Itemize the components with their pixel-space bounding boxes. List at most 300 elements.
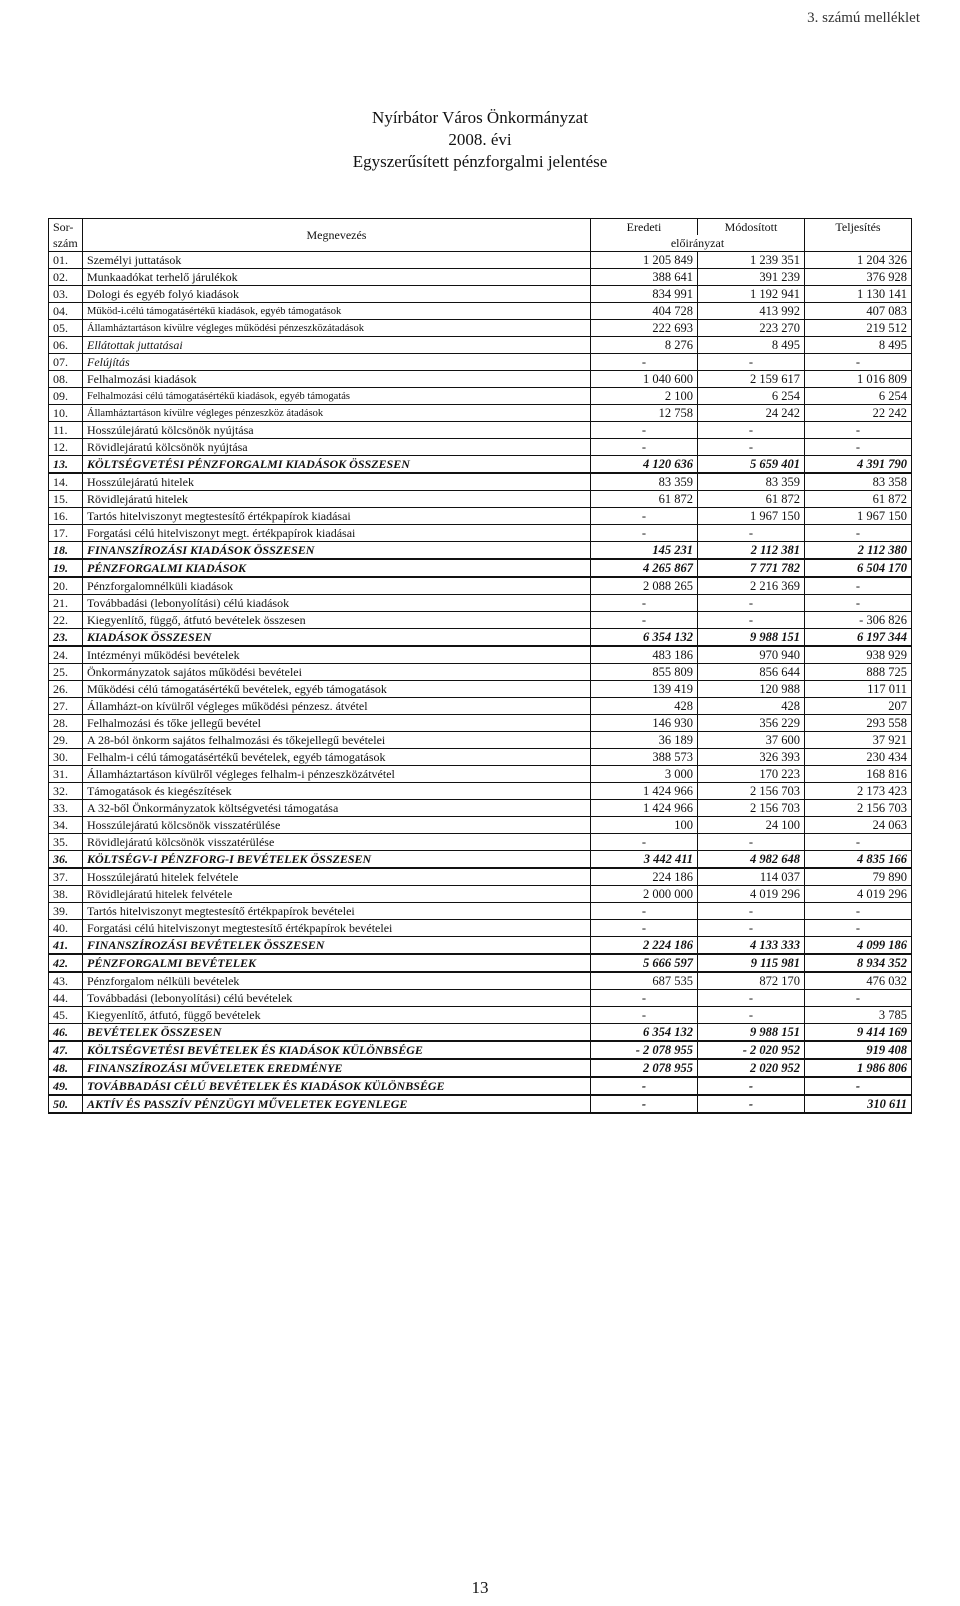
table-row: [49, 783, 912, 800]
table-row: [49, 303, 912, 320]
row-teljesites: 230 434: [805, 749, 912, 766]
row-number: 03.: [49, 286, 83, 303]
row-number: 36.: [49, 851, 83, 869]
row-modositott: 8 495: [698, 337, 805, 354]
row-name: Hosszúlejáratú kölcsönök visszatérülése: [83, 817, 591, 834]
row-eredeti: 12 758: [591, 405, 698, 422]
title-line-2: 2008. évi: [448, 130, 512, 149]
row-eredeti: 483 186: [591, 646, 698, 664]
row-teljesites: 938 929: [805, 646, 912, 664]
row-name: Államháztartáson kívülre végleges pénzeszköz átadások: [83, 405, 591, 422]
row-teljesites: 888 725: [805, 664, 912, 681]
row-teljesites: 24 063: [805, 817, 912, 834]
row-modositott: 856 644: [698, 664, 805, 681]
row-name: Működ-i.célú támogatásértékű kiadások, egyéb támogatások: [83, 303, 591, 320]
row-number: 46.: [49, 1024, 83, 1042]
table-row: [49, 286, 912, 303]
row-teljesites: 6 197 344: [805, 629, 912, 647]
row-modositott: -: [698, 903, 805, 920]
header-row-top: [49, 219, 912, 236]
row-name: PÉNZFORGALMI KIADÁSOK: [83, 559, 591, 577]
row-eredeti: 388 573: [591, 749, 698, 766]
row-number: 37.: [49, 868, 83, 886]
row-number: 16.: [49, 508, 83, 525]
row-number: 43.: [49, 972, 83, 990]
row-eredeti: -: [591, 508, 698, 525]
row-name: Pénzforgalomnélküli kiadások: [83, 577, 591, 595]
table-row: [49, 439, 912, 456]
row-name: Kiegyenlítő, függő, átfutó bevételek összesen: [83, 612, 591, 629]
row-modositott: -: [698, 525, 805, 542]
row-modositott: 1 967 150: [698, 508, 805, 525]
row-number: 09.: [49, 388, 83, 405]
row-modositott: 872 170: [698, 972, 805, 990]
page-number: 13: [471, 1578, 489, 1597]
row-eredeti: 145 231: [591, 542, 698, 560]
row-number: 33.: [49, 800, 83, 817]
row-eredeti: -: [591, 990, 698, 1007]
row-name: Dologi és egyéb folyó kiadások: [83, 286, 591, 303]
table-row: [49, 456, 912, 474]
row-number: 31.: [49, 766, 83, 783]
row-number: 45.: [49, 1007, 83, 1024]
row-eredeti: -: [591, 1077, 698, 1095]
row-teljesites: 168 816: [805, 766, 912, 783]
table-row: [49, 698, 912, 715]
row-modositott: 37 600: [698, 732, 805, 749]
row-eredeti: 2 000 000: [591, 886, 698, 903]
row-modositott: 6 254: [698, 388, 805, 405]
row-name: Intézményi működési bevételek: [83, 646, 591, 664]
row-eredeti: -: [591, 525, 698, 542]
row-eredeti: 6 354 132: [591, 629, 698, 647]
row-number: 06.: [49, 337, 83, 354]
row-number: 18.: [49, 542, 83, 560]
row-teljesites: -: [805, 422, 912, 439]
row-teljesites: 293 558: [805, 715, 912, 732]
row-number: 02.: [49, 269, 83, 286]
row-number: 10.: [49, 405, 83, 422]
row-number: 26.: [49, 681, 83, 698]
row-eredeti: 3 000: [591, 766, 698, 783]
row-eredeti: 8 276: [591, 337, 698, 354]
row-number: 38.: [49, 886, 83, 903]
row-number: 48.: [49, 1059, 83, 1077]
table-row: [49, 664, 912, 681]
row-eredeti: 687 535: [591, 972, 698, 990]
row-modositott: - 2 020 952: [698, 1041, 805, 1059]
row-name: Rövidlejáratú kölcsönök visszatérülése: [83, 834, 591, 851]
row-teljesites: 6 254: [805, 388, 912, 405]
row-modositott: -: [698, 354, 805, 371]
row-name: FINANSZÍROZÁSI BEVÉTELEK ÖSSZESEN: [83, 937, 591, 955]
table-row: [49, 595, 912, 612]
table-row: [49, 851, 912, 869]
row-name: Forgatási célú hitelviszonyt megtestesítő értékpapírok bevételei: [83, 920, 591, 937]
row-eredeti: 3 442 411: [591, 851, 698, 869]
row-teljesites: 2 173 423: [805, 783, 912, 800]
row-name: FINANSZÍROZÁSI MŰVELETEK EREDMÉNYE: [83, 1059, 591, 1077]
row-modositott: 9 115 981: [698, 954, 805, 972]
row-name: Felhalmozási célú támogatásértékű kiadások, egyéb támogatás: [83, 388, 591, 405]
row-modositott: -: [698, 920, 805, 937]
row-eredeti: 404 728: [591, 303, 698, 320]
row-teljesites: 22 242: [805, 405, 912, 422]
row-name: Továbbadási (lebonyolítási) célú kiadások: [83, 595, 591, 612]
annex-label: 3. számú melléklet: [807, 10, 920, 26]
table-row: [49, 422, 912, 439]
table-row: [49, 715, 912, 732]
row-teljesites: 2 112 380: [805, 542, 912, 560]
row-modositott: 2 216 369: [698, 577, 805, 595]
row-modositott: 7 771 782: [698, 559, 805, 577]
row-number: 42.: [49, 954, 83, 972]
row-name: Államháztartáson kívülre végleges működési pénzeszközátadások: [83, 320, 591, 337]
table-row: [49, 1095, 912, 1113]
row-eredeti: -: [591, 422, 698, 439]
table-row: [49, 886, 912, 903]
row-eredeti: -: [591, 920, 698, 937]
row-eredeti: 855 809: [591, 664, 698, 681]
row-modositott: 5 659 401: [698, 456, 805, 474]
row-name: PÉNZFORGALMI BEVÉTELEK: [83, 954, 591, 972]
row-teljesites: -: [805, 439, 912, 456]
row-eredeti: 4 265 867: [591, 559, 698, 577]
table-body: [49, 252, 912, 1114]
row-modositott: -: [698, 990, 805, 1007]
cash-flow-table: [48, 218, 912, 1114]
row-modositott: 83 359: [698, 473, 805, 491]
row-name: A 32-ből Önkormányzatok költségvetési támogatása: [83, 800, 591, 817]
row-number: 35.: [49, 834, 83, 851]
row-modositott: 1 239 351: [698, 252, 805, 269]
table-row: [49, 559, 912, 577]
row-number: 34.: [49, 817, 83, 834]
table-row: [49, 749, 912, 766]
row-number: 39.: [49, 903, 83, 920]
row-number: 14.: [49, 473, 83, 491]
row-modositott: 2 112 381: [698, 542, 805, 560]
table-row: [49, 766, 912, 783]
table-row: [49, 577, 912, 595]
row-teljesites: -: [805, 920, 912, 937]
row-eredeti: 224 186: [591, 868, 698, 886]
row-name: Felhalm-i célú támogatásértékű bevételek, egyéb támogatások: [83, 749, 591, 766]
row-number: 12.: [49, 439, 83, 456]
row-modositott: 2 020 952: [698, 1059, 805, 1077]
table-row: [49, 868, 912, 886]
row-name: TOVÁBBADÁSI CÉLÚ BEVÉTELEK ÉS KIADÁSOK KÜLÖNBSÉGE: [83, 1077, 591, 1095]
table-row: [49, 354, 912, 371]
row-number: 15.: [49, 491, 83, 508]
table-row: [49, 972, 912, 990]
row-name: Továbbadási (lebonyolítási) célú bevételek: [83, 990, 591, 1007]
row-name: Tartós hitelviszonyt megtestesítő értékpapírok bevételei: [83, 903, 591, 920]
row-modositott: 356 229: [698, 715, 805, 732]
row-modositott: 1 192 941: [698, 286, 805, 303]
row-number: 23.: [49, 629, 83, 647]
row-name: Felhalmozási és tőke jellegű bevétel: [83, 715, 591, 732]
row-number: 20.: [49, 577, 83, 595]
row-eredeti: -: [591, 1007, 698, 1024]
row-teljesites: 1 204 326: [805, 252, 912, 269]
row-modositott: 326 393: [698, 749, 805, 766]
row-number: 27.: [49, 698, 83, 715]
row-name: Hosszúlejáratú kölcsönök nyújtása: [83, 422, 591, 439]
row-teljesites: 79 890: [805, 868, 912, 886]
row-eredeti: -: [591, 612, 698, 629]
row-modositott: 24 100: [698, 817, 805, 834]
row-number: 47.: [49, 1041, 83, 1059]
table-row: [49, 269, 912, 286]
row-name: Államháztartáson kívülről végleges felhalm-i pénzeszközátvétel: [83, 766, 591, 783]
table-row: [49, 1007, 912, 1024]
row-name: Önkormányzatok sajátos működési bevételei: [83, 664, 591, 681]
row-modositott: 391 239: [698, 269, 805, 286]
row-teljesites: 3 785: [805, 1007, 912, 1024]
row-number: 13.: [49, 456, 83, 474]
header-no-line1: Sor-: [49, 219, 83, 236]
row-modositott: 4 982 648: [698, 851, 805, 869]
row-modositott: 2 159 617: [698, 371, 805, 388]
row-number: 40.: [49, 920, 83, 937]
row-teljesites: 476 032: [805, 972, 912, 990]
row-modositott: 428: [698, 698, 805, 715]
row-teljesites: 4 099 186: [805, 937, 912, 955]
table-row: [49, 954, 912, 972]
cash-flow-table-wrapper: [48, 218, 912, 1114]
row-modositott: 4 133 333: [698, 937, 805, 955]
document-title: [0, 107, 960, 173]
table-row: [49, 800, 912, 817]
row-name: Államházt-on kívülről végleges működési pénzesz. átvétel: [83, 698, 591, 715]
row-name: Pénzforgalom nélküli bevételek: [83, 972, 591, 990]
table-row: [49, 612, 912, 629]
row-modositott: 61 872: [698, 491, 805, 508]
row-modositott: 970 940: [698, 646, 805, 664]
row-modositott: 120 988: [698, 681, 805, 698]
row-modositott: 114 037: [698, 868, 805, 886]
row-teljesites: 207: [805, 698, 912, 715]
row-eredeti: 388 641: [591, 269, 698, 286]
row-name: Tartós hitelviszonyt megtestesítő értékpapírok kiadásai: [83, 508, 591, 525]
row-teljesites: -: [805, 990, 912, 1007]
row-number: 01.: [49, 252, 83, 269]
row-eredeti: 5 666 597: [591, 954, 698, 972]
row-eredeti: 1 205 849: [591, 252, 698, 269]
row-teljesites: 407 083: [805, 303, 912, 320]
row-eredeti: 428: [591, 698, 698, 715]
row-name: Ellátottak juttatásai: [83, 337, 591, 354]
table-row: [49, 405, 912, 422]
row-eredeti: 4 120 636: [591, 456, 698, 474]
table-row: [49, 491, 912, 508]
row-number: 50.: [49, 1095, 83, 1113]
row-modositott: 9 988 151: [698, 1024, 805, 1042]
header-modositott: Módosított: [698, 219, 805, 236]
table-row: [49, 1024, 912, 1042]
table-row: [49, 542, 912, 560]
row-eredeti: 100: [591, 817, 698, 834]
row-teljesites: 8 934 352: [805, 954, 912, 972]
row-number: 07.: [49, 354, 83, 371]
row-number: 22.: [49, 612, 83, 629]
row-eredeti: -: [591, 1095, 698, 1113]
row-number: 24.: [49, 646, 83, 664]
title-line-3: Egyszerűsített pénzforgalmi jelentése: [352, 152, 608, 171]
row-teljesites: - 306 826: [805, 612, 912, 629]
header-group-eloiranyzat: előirányzat: [591, 235, 805, 252]
row-eredeti: 139 419: [591, 681, 698, 698]
table-row: [49, 1041, 912, 1059]
row-eredeti: 834 991: [591, 286, 698, 303]
row-name: KÖLTSÉGVETÉSI PÉNZFORGALMI KIADÁSOK ÖSSZESEN: [83, 456, 591, 474]
row-teljesites: 1 986 806: [805, 1059, 912, 1077]
title-line-1: Nyírbátor Város Önkormányzat: [372, 108, 588, 127]
row-teljesites: -: [805, 834, 912, 851]
header-name: Megnevezés: [83, 219, 591, 252]
row-teljesites: 61 872: [805, 491, 912, 508]
row-name: KIADÁSOK ÖSSZESEN: [83, 629, 591, 647]
row-name: Működési célú támogatásértékű bevételek, egyéb támogatások: [83, 681, 591, 698]
row-modositott: 223 270: [698, 320, 805, 337]
table-row: [49, 920, 912, 937]
row-name: Munkaadókat terhelő járulékok: [83, 269, 591, 286]
row-teljesites: 8 495: [805, 337, 912, 354]
table-row: [49, 252, 912, 269]
row-modositott: -: [698, 612, 805, 629]
row-teljesites: -: [805, 903, 912, 920]
row-eredeti: -: [591, 834, 698, 851]
header-empty: [805, 235, 912, 252]
row-modositott: -: [698, 422, 805, 439]
row-modositott: 413 992: [698, 303, 805, 320]
row-eredeti: 2 100: [591, 388, 698, 405]
row-name: Rövidlejáratú hitelek felvétele: [83, 886, 591, 903]
row-eredeti: -: [591, 354, 698, 371]
table-row: [49, 990, 912, 1007]
row-eredeti: 6 354 132: [591, 1024, 698, 1042]
row-name: Kiegyenlítő, átfutó, függő bevételek: [83, 1007, 591, 1024]
row-teljesites: 83 358: [805, 473, 912, 491]
row-teljesites: -: [805, 525, 912, 542]
row-teljesites: 1 967 150: [805, 508, 912, 525]
row-number: 25.: [49, 664, 83, 681]
row-teljesites: -: [805, 1077, 912, 1095]
table-row: [49, 937, 912, 955]
row-teljesites: 376 928: [805, 269, 912, 286]
row-modositott: -: [698, 595, 805, 612]
row-eredeti: 1 424 966: [591, 783, 698, 800]
row-teljesites: -: [805, 354, 912, 371]
header-teljesites: Teljesítés: [805, 219, 912, 236]
row-modositott: 9 988 151: [698, 629, 805, 647]
row-number: 28.: [49, 715, 83, 732]
row-modositott: 24 242: [698, 405, 805, 422]
header-eredeti: Eredeti: [591, 219, 698, 236]
table-row: [49, 320, 912, 337]
table-row: [49, 1077, 912, 1095]
row-eredeti: - 2 078 955: [591, 1041, 698, 1059]
table-row: [49, 337, 912, 354]
row-modositott: 2 156 703: [698, 783, 805, 800]
row-modositott: 4 019 296: [698, 886, 805, 903]
row-name: Rövidlejáratú hitelek: [83, 491, 591, 508]
table-row: [49, 903, 912, 920]
row-eredeti: 2 088 265: [591, 577, 698, 595]
row-number: 32.: [49, 783, 83, 800]
row-name: Forgatási célú hitelviszonyt megt. értékpapírok kiadásai: [83, 525, 591, 542]
header-no-line2: szám: [49, 235, 83, 252]
table-row: [49, 834, 912, 851]
row-teljesites: 117 011: [805, 681, 912, 698]
row-teljesites: 1 130 141: [805, 286, 912, 303]
row-eredeti: -: [591, 595, 698, 612]
row-name: Támogatások és kiegészítések: [83, 783, 591, 800]
row-name: Felújítás: [83, 354, 591, 371]
row-teljesites: 37 921: [805, 732, 912, 749]
row-eredeti: 1 424 966: [591, 800, 698, 817]
table-row: [49, 646, 912, 664]
row-number: 41.: [49, 937, 83, 955]
row-eredeti: 2 224 186: [591, 937, 698, 955]
row-number: 49.: [49, 1077, 83, 1095]
row-teljesites: 4 835 166: [805, 851, 912, 869]
row-modositott: -: [698, 1007, 805, 1024]
row-modositott: -: [698, 834, 805, 851]
row-name: Személyi juttatások: [83, 252, 591, 269]
table-row: [49, 732, 912, 749]
table-row: [49, 629, 912, 647]
row-eredeti: 2 078 955: [591, 1059, 698, 1077]
row-modositott: -: [698, 439, 805, 456]
row-teljesites: 6 504 170: [805, 559, 912, 577]
row-number: 08.: [49, 371, 83, 388]
row-number: 05.: [49, 320, 83, 337]
table-row: [49, 508, 912, 525]
row-modositott: 170 223: [698, 766, 805, 783]
row-teljesites: 2 156 703: [805, 800, 912, 817]
row-name: A 28-ból önkorm sajátos felhalmozási és tőkejellegű bevételei: [83, 732, 591, 749]
row-eredeti: -: [591, 439, 698, 456]
row-number: 21.: [49, 595, 83, 612]
table-row: [49, 1059, 912, 1077]
row-number: 30.: [49, 749, 83, 766]
row-teljesites: 4 019 296: [805, 886, 912, 903]
row-teljesites: -: [805, 577, 912, 595]
row-number: 19.: [49, 559, 83, 577]
row-modositott: -: [698, 1095, 805, 1113]
row-eredeti: 146 930: [591, 715, 698, 732]
row-number: 04.: [49, 303, 83, 320]
row-teljesites: 310 611: [805, 1095, 912, 1113]
row-modositott: -: [698, 1077, 805, 1095]
row-teljesites: 919 408: [805, 1041, 912, 1059]
table-row: [49, 388, 912, 405]
row-eredeti: 83 359: [591, 473, 698, 491]
row-name: KÖLTSÉGVETÉSI BEVÉTELEK ÉS KIADÁSOK KÜLÖNBSÉGE: [83, 1041, 591, 1059]
table-row: [49, 817, 912, 834]
row-eredeti: 61 872: [591, 491, 698, 508]
row-eredeti: 222 693: [591, 320, 698, 337]
row-name: Felhalmozási kiadások: [83, 371, 591, 388]
row-name: Hosszúlejáratú hitelek: [83, 473, 591, 491]
row-teljesites: 4 391 790: [805, 456, 912, 474]
row-eredeti: 36 189: [591, 732, 698, 749]
row-name: AKTÍV ÉS PASSZÍV PÉNZÜGYI MŰVELETEK EGYENLEGE: [83, 1095, 591, 1113]
row-name: KÖLTSÉGV-I PÉNZFORG-I BEVÉTELEK ÖSSZESEN: [83, 851, 591, 869]
row-number: 11.: [49, 422, 83, 439]
